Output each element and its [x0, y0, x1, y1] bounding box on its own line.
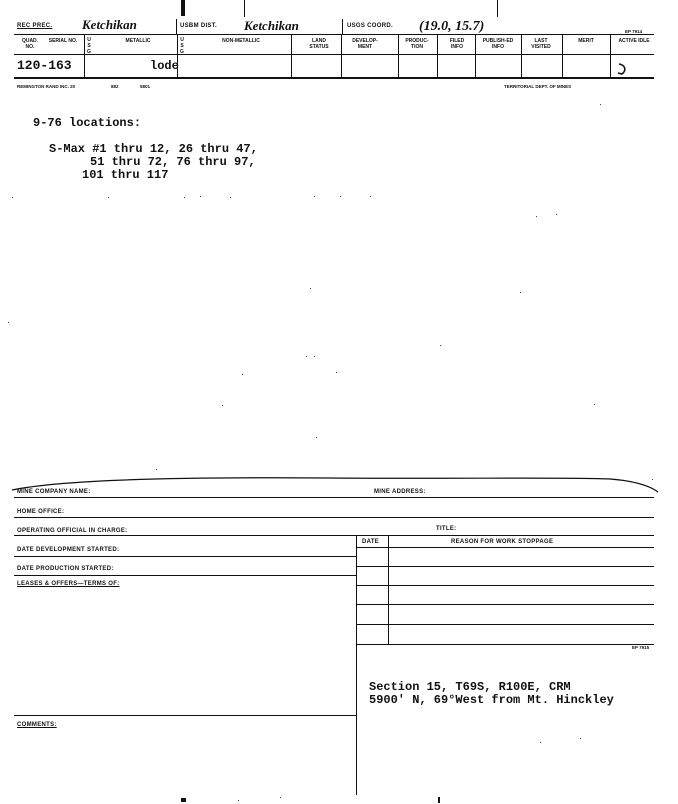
- usbm-dist-label: USBM DIST.: [180, 23, 218, 29]
- col-usg-mark-2: U S G: [180, 37, 184, 55]
- home-office-label: HOME OFFICE:: [17, 509, 65, 515]
- usgs-coord-label: USGS COORD.: [347, 23, 393, 29]
- form-edge-curve: [10, 474, 660, 494]
- col-metallic: METALLIC: [125, 38, 151, 44]
- notes-heading: 9-76 locations:: [33, 116, 142, 130]
- col-development: DEVELOP-MENT: [352, 38, 378, 50]
- col-quad-no: QUAD. NO.: [21, 38, 39, 50]
- department-imprint: TERRITORIAL DEPT. OF MINES: [504, 84, 572, 89]
- reason-col-label: REASON FOR WORK STOPPAGE: [451, 539, 554, 545]
- printer-code-2: 5801: [140, 84, 151, 89]
- notes-line-3: 101 thru 117: [82, 168, 169, 182]
- col-published-info: PUBLISH-ED INFO: [482, 38, 514, 50]
- col-active-idle: ACTIVE IDLE: [618, 38, 650, 44]
- rec-prec-value: Ketchikan: [82, 17, 137, 32]
- metallic-value: lode: [150, 59, 179, 73]
- printer-imprint: REMINGTON RAND INC. 20: [17, 84, 76, 89]
- mine-address-label: MINE ADDRESS:: [374, 489, 426, 495]
- col-serial-no: SERIAL NO.: [48, 38, 78, 44]
- date-production-label: DATE PRODUCTION STARTED:: [17, 566, 114, 572]
- col-filed-info: FILED INFO: [449, 38, 465, 50]
- comments-label: COMMENTS:: [17, 722, 57, 728]
- form-code: EP 7914: [625, 29, 643, 34]
- date-development-label: DATE DEVELOPMENT STARTED:: [17, 547, 120, 553]
- notes-line-1: S-Max #1 thru 12, 26 thru 47,: [49, 142, 258, 156]
- location-line-1: Section 15, T69S, R100E, CRM: [369, 680, 571, 694]
- col-non-metallic: NON-METALLIC: [222, 38, 260, 44]
- title-label: TITLE:: [436, 526, 457, 532]
- form-code-2: EP 7915: [632, 645, 650, 650]
- bottom-tick-mark: [438, 797, 440, 803]
- col-production: PRODUC-TION: [405, 38, 429, 50]
- date-col-label: DATE: [362, 539, 380, 545]
- mine-company-label: MINE COMPANY NAME:: [17, 489, 91, 495]
- leases-label: LEASES & OFFERS—TERMS OF:: [17, 581, 120, 587]
- bottom-index-mark: [181, 798, 186, 802]
- usbm-dist-value: Ketchikan: [244, 18, 299, 33]
- quad-serial-value: 120-163: [17, 58, 72, 73]
- col-usg-mark: U S G: [87, 37, 91, 55]
- check-mark-icon: [616, 62, 630, 76]
- usgs-coord-value: (19.0, 15.7): [419, 19, 485, 34]
- printer-code-1: 882: [111, 84, 119, 89]
- index-tab-mark: [181, 0, 185, 16]
- notes-line-2: 51 thru 72, 76 thru 97,: [90, 155, 256, 169]
- col-land-status: LAND STATUS: [309, 38, 329, 50]
- col-merit: MERIT: [578, 38, 594, 44]
- location-line-2: 5900' N, 69°West from Mt. Hinckley: [369, 693, 614, 707]
- col-last-visited: LAST VISITED: [531, 38, 551, 50]
- rec-prec-label: REC PREC.: [17, 23, 53, 29]
- operating-official-label: OPERATING OFFICIAL IN CHARGE:: [17, 528, 128, 534]
